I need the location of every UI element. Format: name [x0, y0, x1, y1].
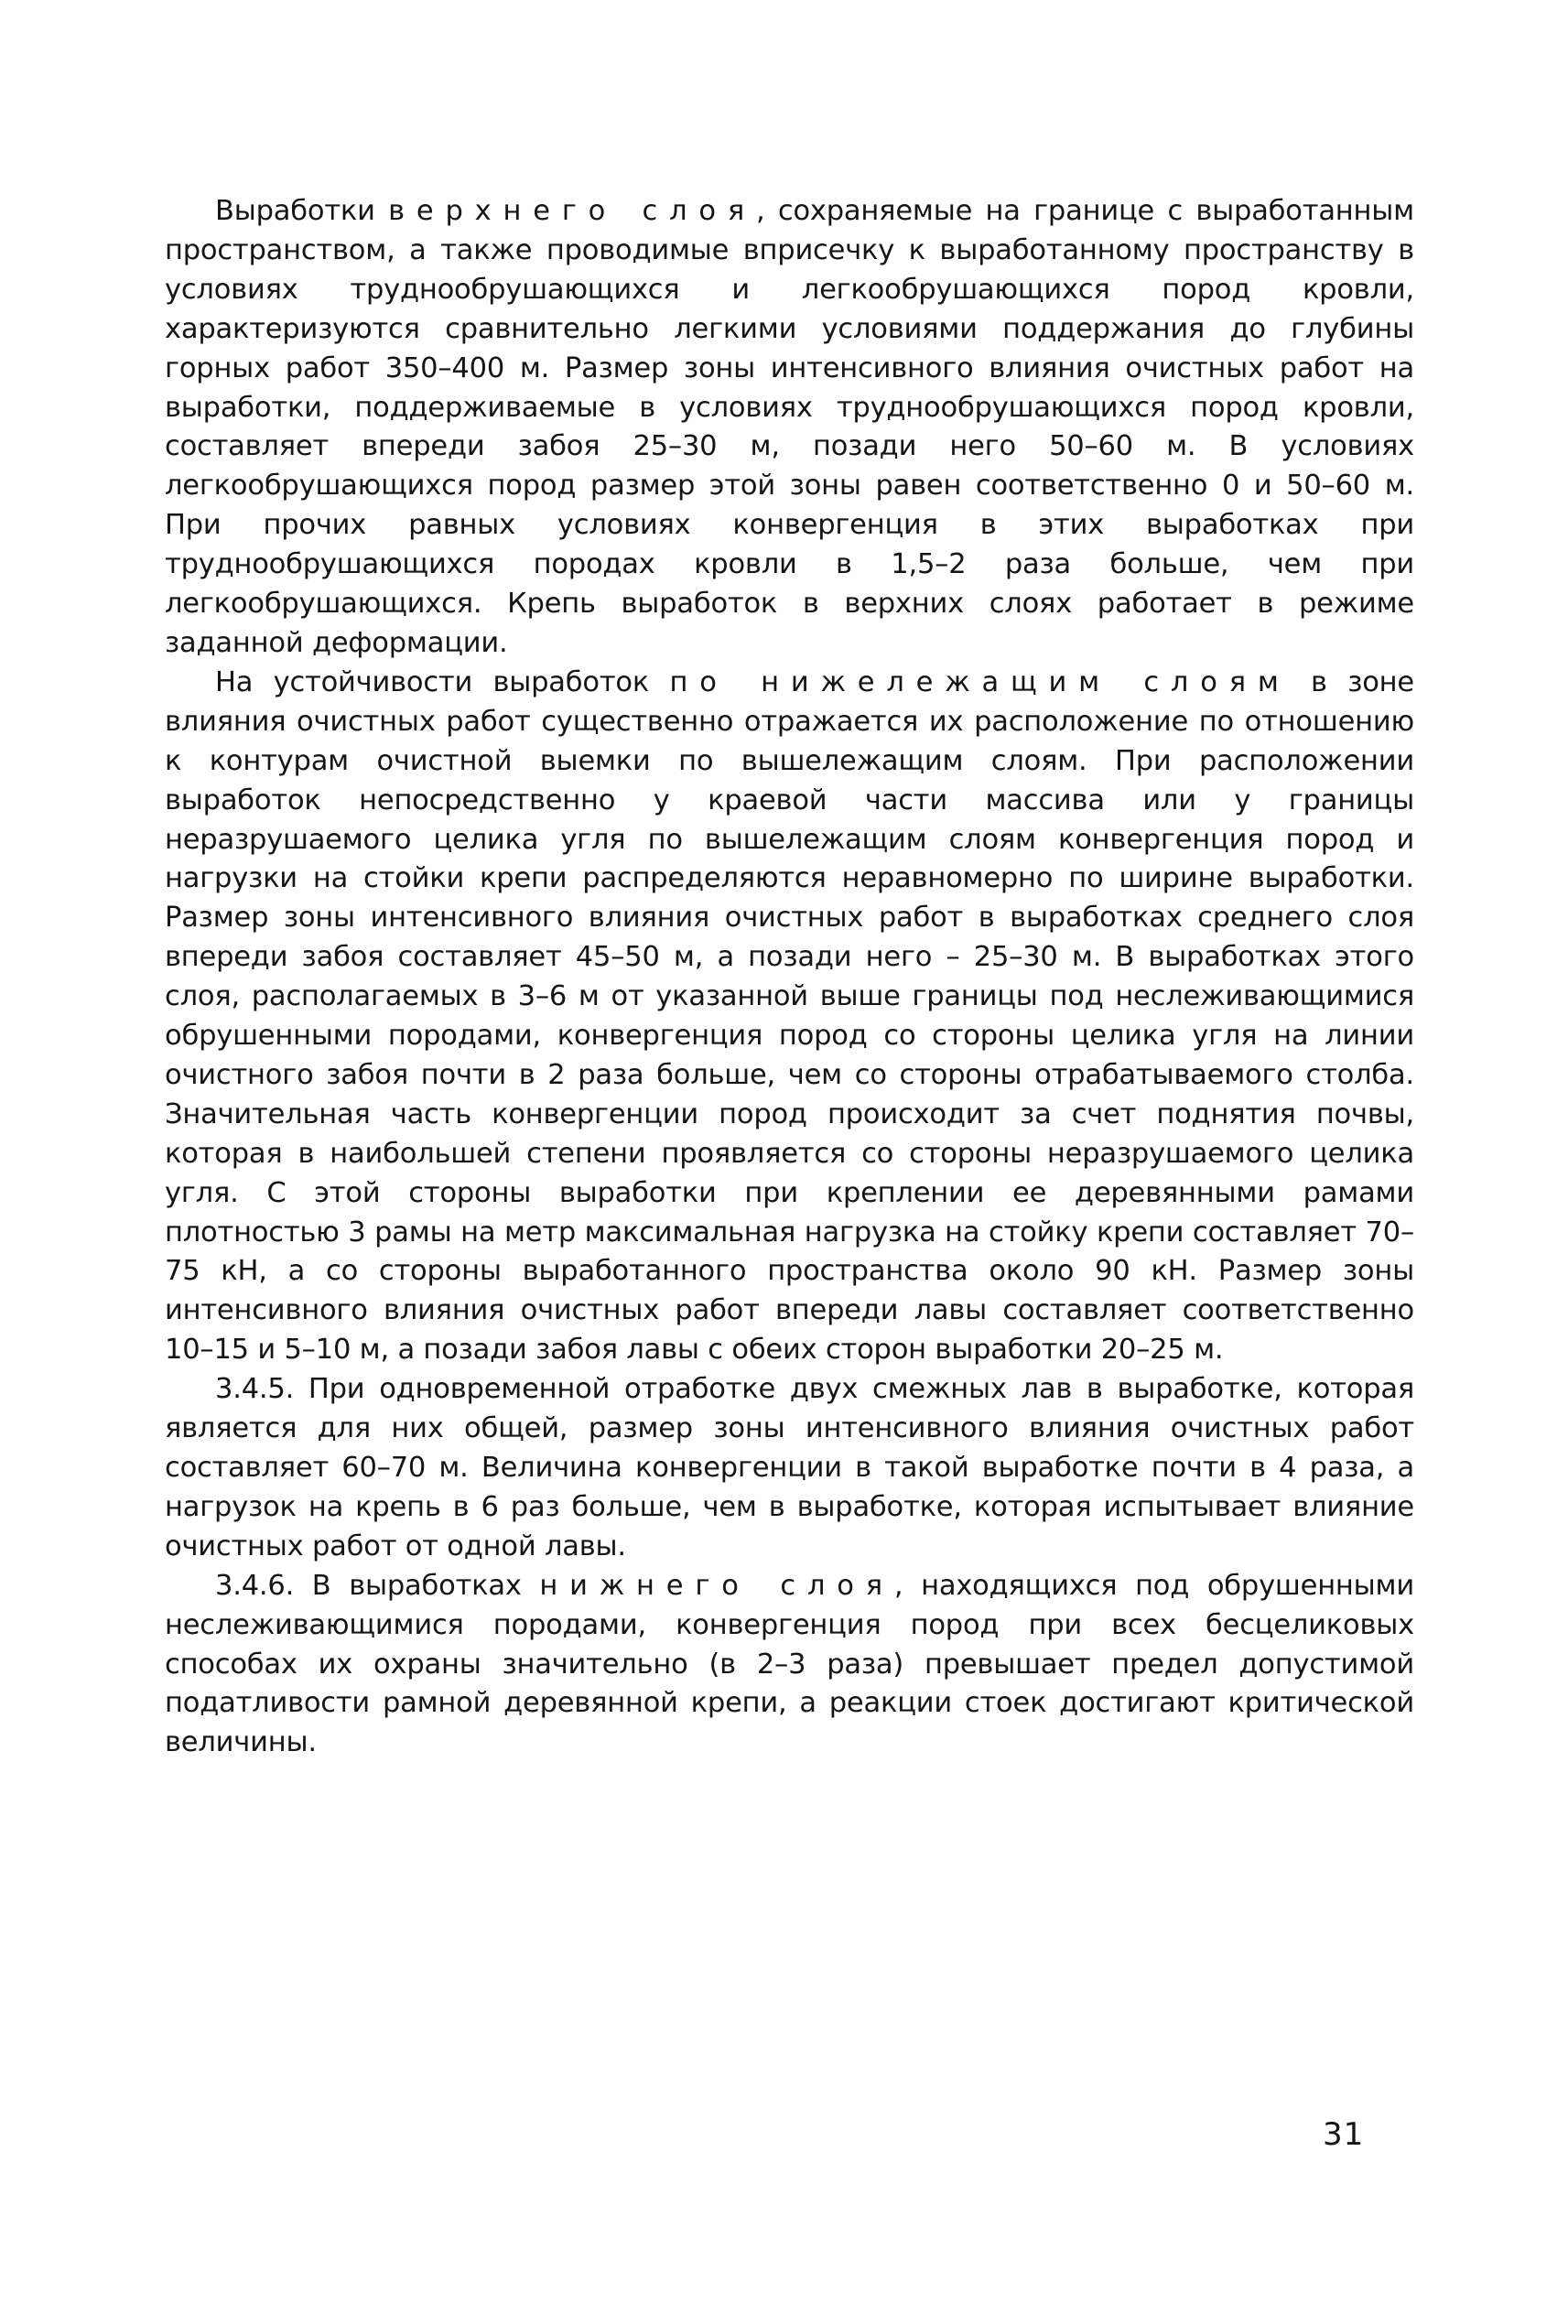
emphasis-spaced-text: нижнего слоя	[539, 1569, 894, 1602]
paragraph-text: 3.4.5. При одновременной отработке двух смежных лав в выработке, которая является для них общей, размер зоны интенсивного влияния очистных работ составляет 60–70 м. Величина конвергенции в такой выработке почти в 4 раза, а нагрузок на крепь в 6 раз больше, чем в выработке, которая испытывает влияние очистных работ от одной лавы.	[165, 1373, 1414, 1562]
page-number: 31	[1323, 2116, 1365, 2153]
paragraph-text: 3.4.6. В выработках	[215, 1569, 540, 1602]
paragraph-upper-layer	[165, 192, 1414, 664]
paragraph-section-3-4-6	[165, 1567, 1414, 1764]
paragraph-text: в зоне влияния очистных работ существенно отражается их расположение по отношению к контурам очистной выемки по вышележащим слоям. При расположении выработок непосредственно у краевой части массива или у границы неразрушаемого целика угля по вышележащим слоям конвергенция пород и нагрузки на стойки крепи распределяются неравномерно по ширине выработки. Размер зоны интенсивного влияния очистных работ в выработках среднего слоя впереди забоя составляет 45–50 м, а позади него – 25–30 м. В выработках этого слоя, располагаемых в 3–6 м от указанной выше границы под неслеживающимися обрушенными породами, конвергенция пород со стороны целика угля на линии очистного забоя почти в 2 раза больше, чем со стороны отрабатываемого столба. Значительная часть конвергенции пород происходит за счет поднятия почвы, которая в наибольшей степени проявляется со стороны неразрушаемого целика угля. С этой стороны выработки при креплении ее деревянными рамами плотностью 3 рамы на метр максимальная нагрузка на стойку крепи составляет 70–75 кН, а со стороны выработанного пространства около 90 кН. Размер зоны интенсивного влияния очистных работ впереди лавы составляет соответственно 10–15 и 5–10 м, а позади забоя лавы с обеих сторон выработки 20–25 м.	[165, 665, 1414, 1367]
paragraph-text: , сохраняемые на границе с выработанным пространством, а также проводимые вприсечку к выработанному пространству в условиях труднообрушающихся и легкообрушающихся пород кровли, характеризуются сравнительно легкими условиями поддержания до глубины горных работ 350–400 м. Размер зоны интенсивного влияния очистных работ на выработки, поддерживаемые в условиях труднообрушающихся пород кровли, составляет впереди забоя 25–30 м, позади него 50–60 м. В условиях легкообрушающихся пород размер этой зоны равен соответственно 0 и 50–60 м. При прочих равных условиях конвергенция в этих выработках при труднообрушающихся породах кровли в 1,5–2 раза больше, чем при легкообрушающихся. Крепь выработок в верхних слоях работает в режиме заданной деформации.	[165, 195, 1414, 659]
paragraph-text: Выработки	[215, 195, 389, 227]
body-text	[165, 192, 1414, 1763]
paragraph-text: На устойчивости выработок	[215, 665, 670, 698]
paragraph-text: , находящихся под обрушенными неслеживающимися породами, конвергенция пород при всех бесцеликовых способах их охраны значительно (в 2–3 раза) превышает предел допустимой податливости рамной деревянной крепи, а реакции стоек достигают критической величины.	[165, 1569, 1414, 1759]
emphasis-spaced-text: верхнего слоя	[388, 195, 757, 227]
paragraph-section-3-4-5	[165, 1370, 1414, 1567]
emphasis-spaced-text: по нижележащим слоям	[669, 665, 1291, 698]
paragraph-lower-layers	[165, 664, 1414, 1370]
